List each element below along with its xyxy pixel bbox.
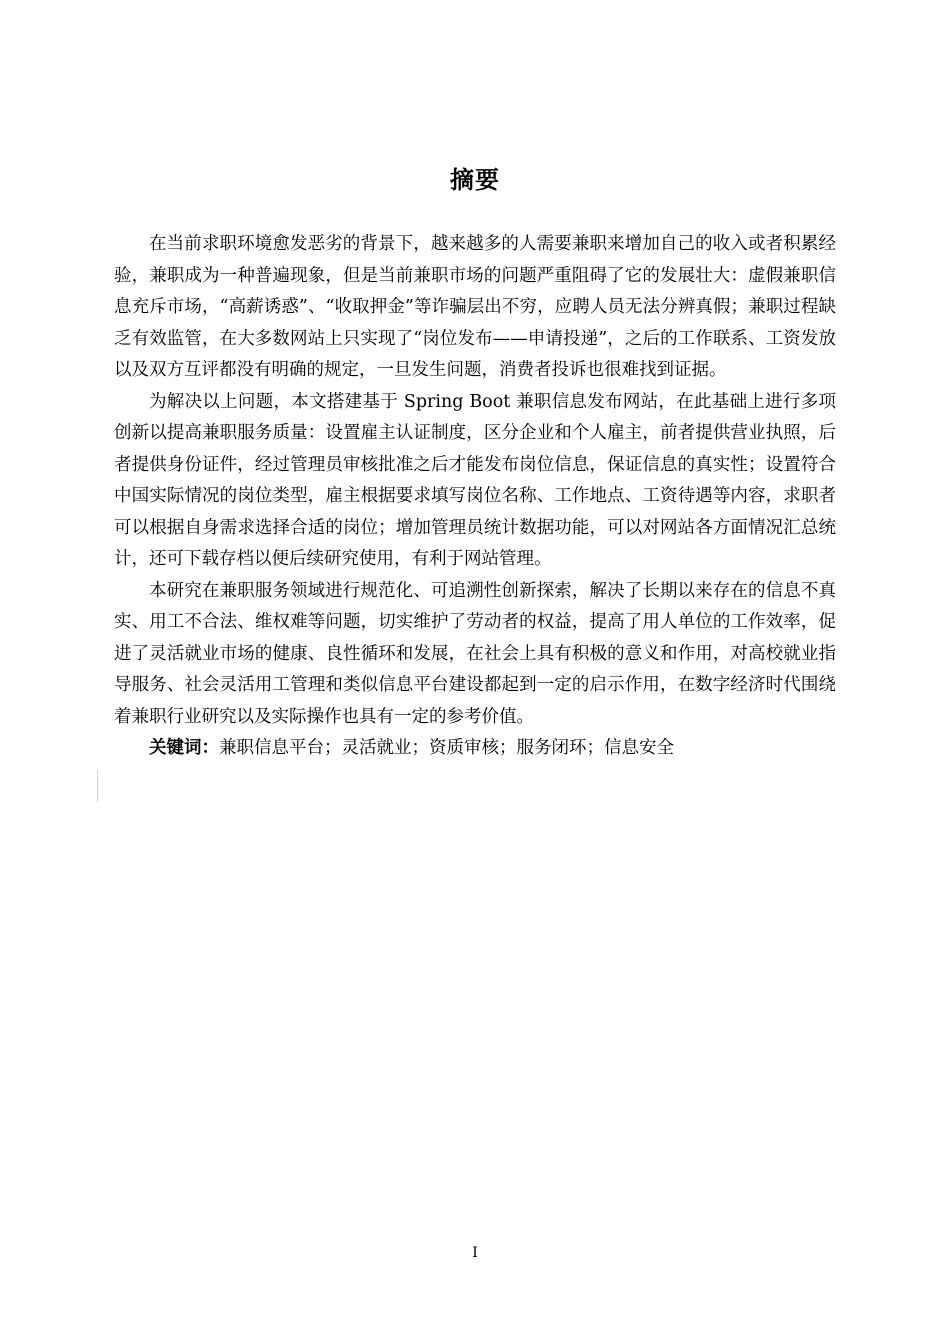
- abstract-paragraph-1: 在当前求职环境愈发恶劣的背景下，越来越多的人需要兼职来增加自己的收入或者积累经验，兼职成为一种普遍现象，但是当前兼职市场的问题严重阻碍了它的发展壮大：虚假兼职信息充斥市场，“高薪诱惑”、“收取押金”等诈骗层出不穷，应聘人员无法分辨真假；兼职过程缺乏有效监管，在大多数网站上只实现了“岗位发布——申请投递”，之后的工作联系、工资发放以及双方互评都没有明确的规定，一旦发生问题，消费者投诉也很难找到证据。: [114, 234, 836, 380]
- abstract-body: [114, 229, 836, 765]
- abstract-paragraph-2: 为解决以上问题，本文搭建基于 Spring Boot 兼职信息发布网站，在此基础上进行多项创新以提高兼职服务质量：设置雇主认证制度，区分企业和个人雇主，前者提供营业执照，后者提供身份证件，经过管理员审核批准之后才能发布岗位信息，保证信息的真实性；设置符合中国实际情况的岗位类型，雇主根据要求填写岗位名称、工作地点、工资待遇等内容，求职者可以根据自身需求选择合适的岗位；增加管理员统计数据功能，可以对网站各方面情况汇总统计，还可下载存档以便后续研究使用，有利于网站管理。: [114, 391, 836, 569]
- text-cursor-mark: [97, 770, 98, 802]
- abstract-paragraph-3: 本研究在兼职服务领域进行规范化、可追溯性创新探索，解决了长期以来存在的信息不真实、用工不合法、维权难等问题，切实维护了劳动者的权益，提高了用人单位的工作效率，促进了灵活就业市场的健康、良性循环和发展，在社会上具有积极的意义和作用，对高校就业指导服务、社会灵活用工管理和类似信息平台建设都起到一定的启示作用，在数字经济时代围绕着兼职行业研究以及实际操作也具有一定的参考价值。: [114, 580, 836, 727]
- keywords-text: 兼职信息平台；灵活就业；资质审核；服务闭环；信息安全: [219, 738, 674, 758]
- page-number: I: [472, 1245, 478, 1261]
- keywords-label: 关键词：: [149, 738, 219, 758]
- page-title: 摘要: [450, 166, 500, 194]
- keywords-line: [114, 733, 836, 765]
